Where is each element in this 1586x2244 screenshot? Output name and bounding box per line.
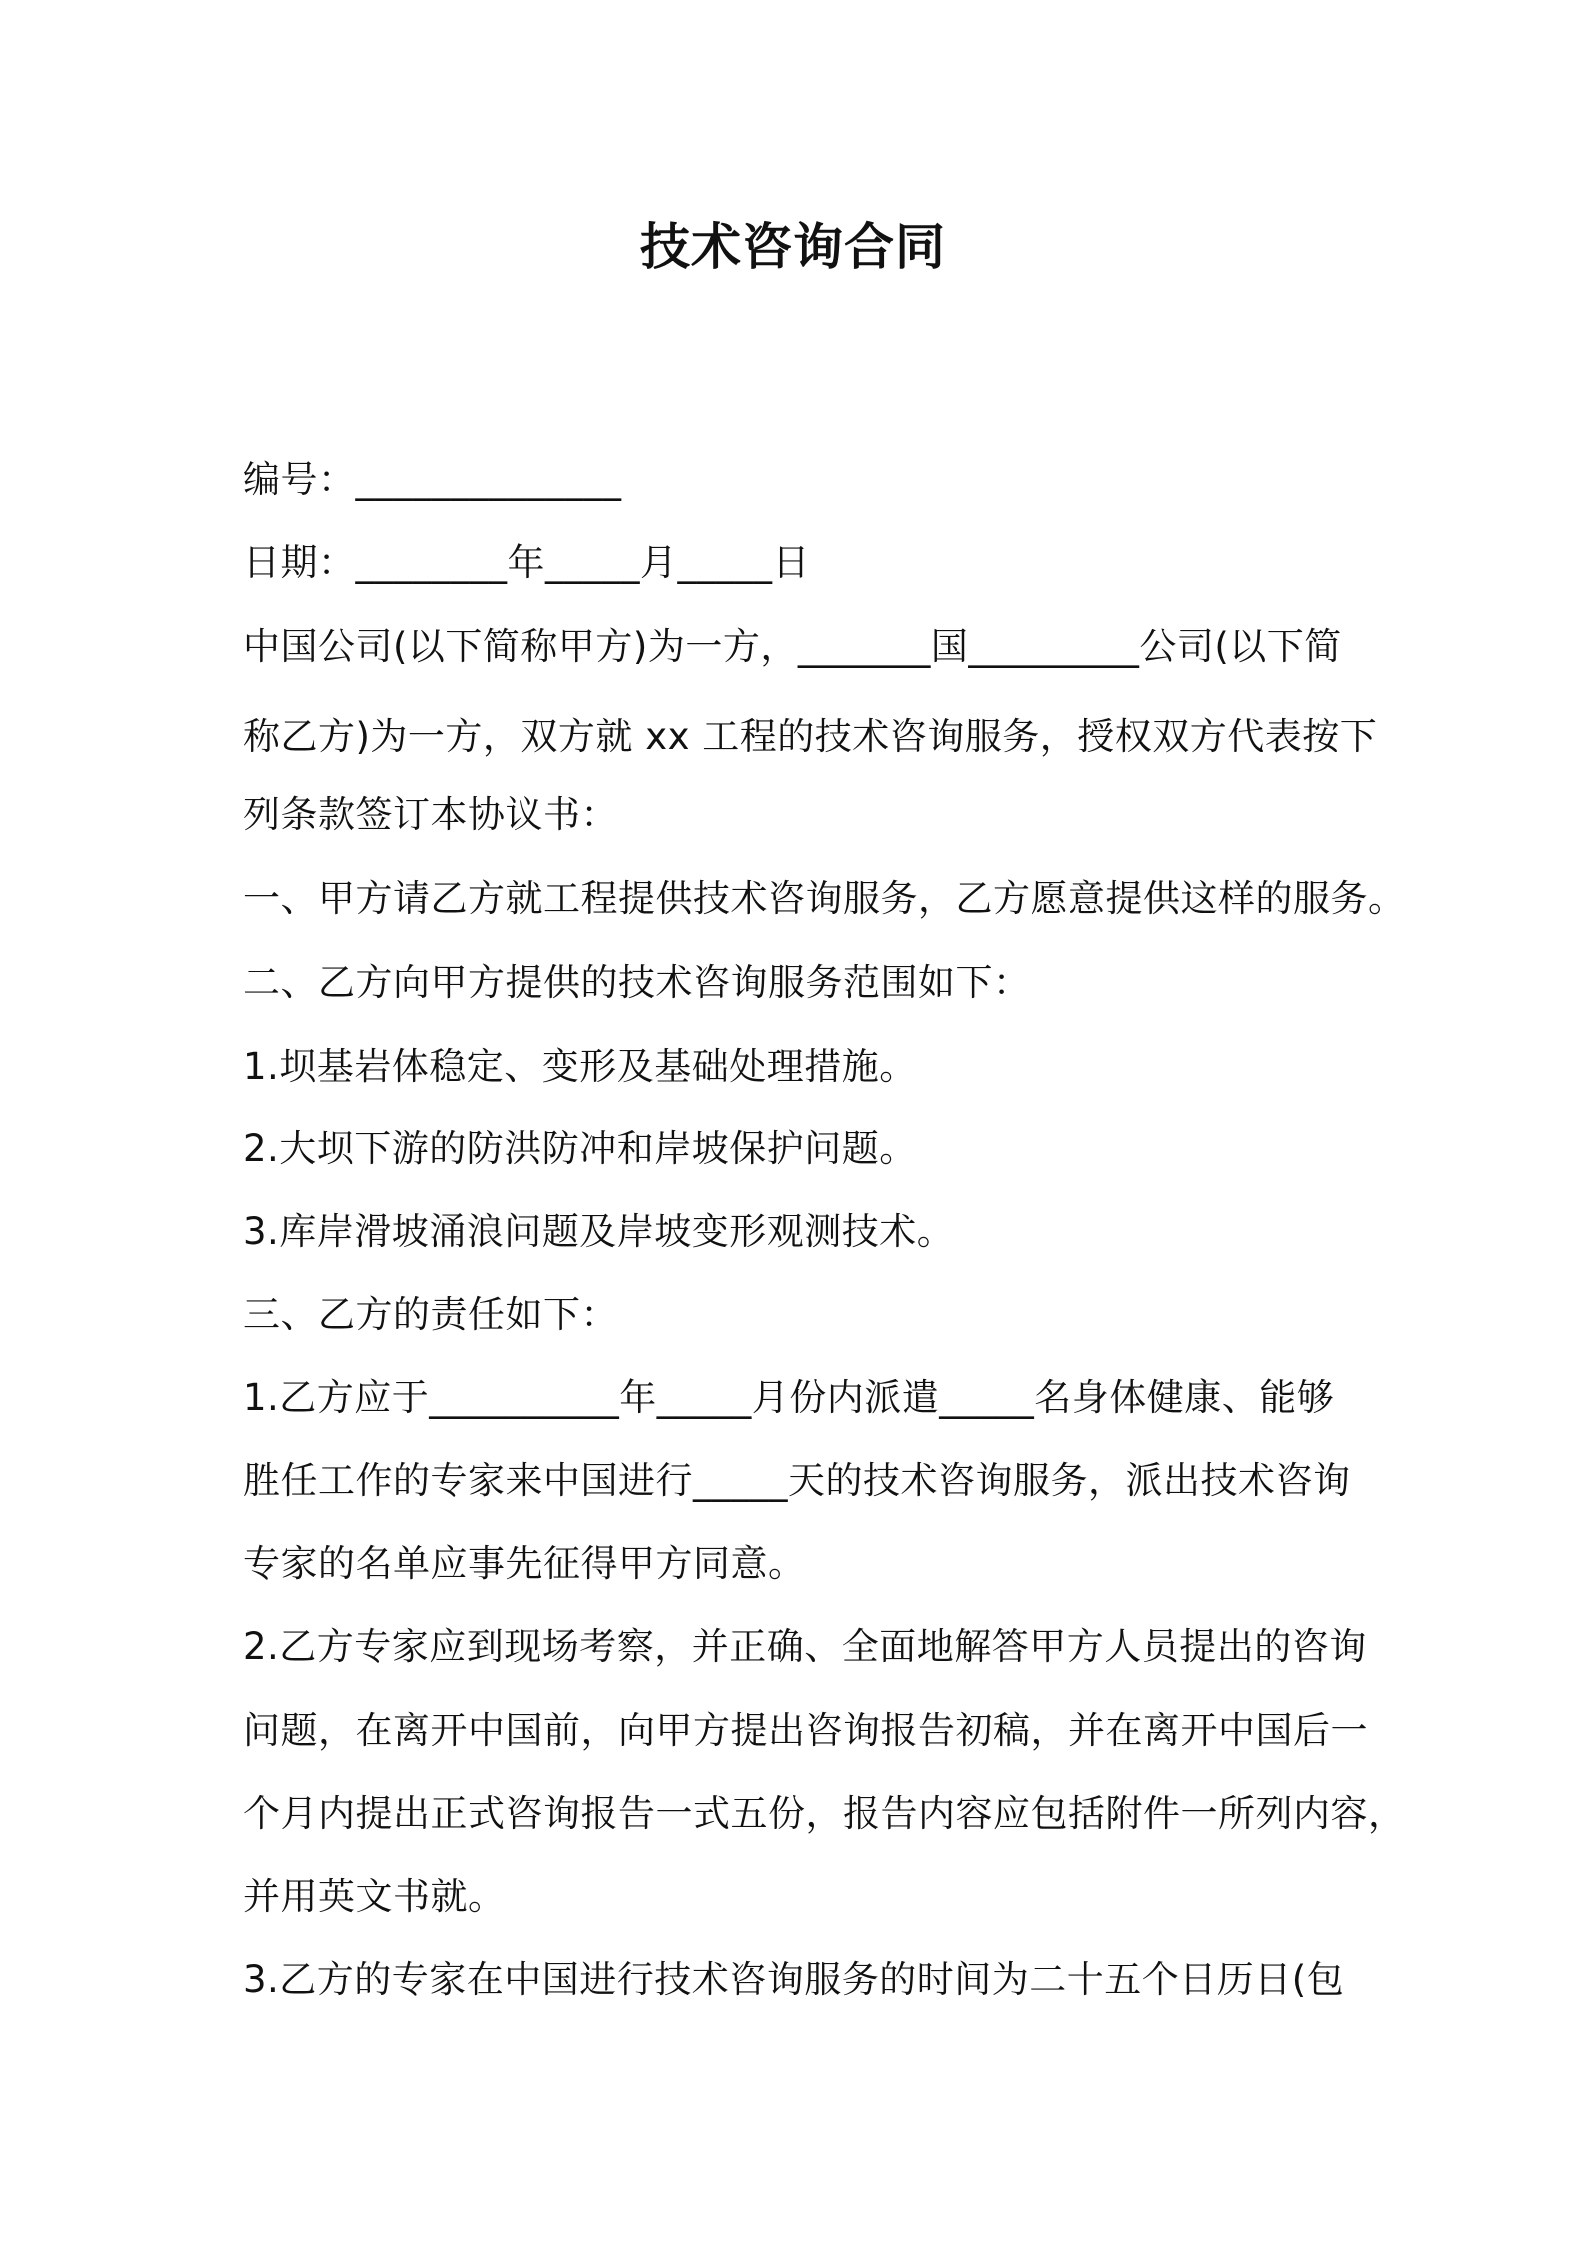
paragraph-line: 胜任工作的专家来中国进行_____天的技术咨询服务，派出技术咨询 <box>243 1459 1351 1502</box>
list-item: 1.坝基岩体稳定、变形及基础处理措施。 <box>243 1045 917 1088</box>
contract-number-line: 编号：______________ <box>243 458 622 501</box>
list-item: 1.乙方应于__________年_____月份内派遣_____名身体健康、能够 <box>243 1376 1335 1419</box>
date-line: 日期：________年_____月_____日 <box>243 541 810 584</box>
paragraph-line: 专家的名单应事先征得甲方同意。 <box>243 1542 806 1585</box>
paragraph-line: 并用英文书就。 <box>243 1875 506 1918</box>
list-item: 2.大坝下游的防洪防冲和岸坡保护问题。 <box>243 1127 917 1170</box>
clause-heading: 三、乙方的责任如下： <box>243 1293 618 1336</box>
list-item: 2.乙方专家应到现场考察，并正确、全面地解答甲方人员提出的咨询 <box>243 1625 1367 1668</box>
clause-heading: 二、乙方向甲方提供的技术咨询服务范围如下： <box>243 961 1031 1004</box>
paragraph-line: 个月内提出正式咨询报告一式五份，报告内容应包括附件一所列内容， <box>243 1792 1406 1835</box>
paragraph-line: 中国公司(以下简称甲方)为一方，_______国_________公司(以下简 <box>243 625 1342 668</box>
paragraph-line: 列条款签订本协议书： <box>243 793 618 836</box>
paragraph-line: 称乙方)为一方，双方就 xx 工程的技术咨询服务，授权双方代表按下 <box>243 715 1378 758</box>
clause-heading: 一、甲方请乙方就工程提供技术咨询服务，乙方愿意提供这样的服务。 <box>243 877 1406 920</box>
list-item: 3.乙方的专家在中国进行技术咨询服务的时间为二十五个日历日(包 <box>243 1958 1345 2001</box>
document-title: 技术咨询合同 <box>640 218 946 276</box>
list-item: 3.库岸滑坡涌浪问题及岸坡变形观测技术。 <box>243 1210 955 1253</box>
paragraph-line: 问题，在离开中国前，向甲方提出咨询报告初稿，并在离开中国后一 <box>243 1709 1368 1752</box>
